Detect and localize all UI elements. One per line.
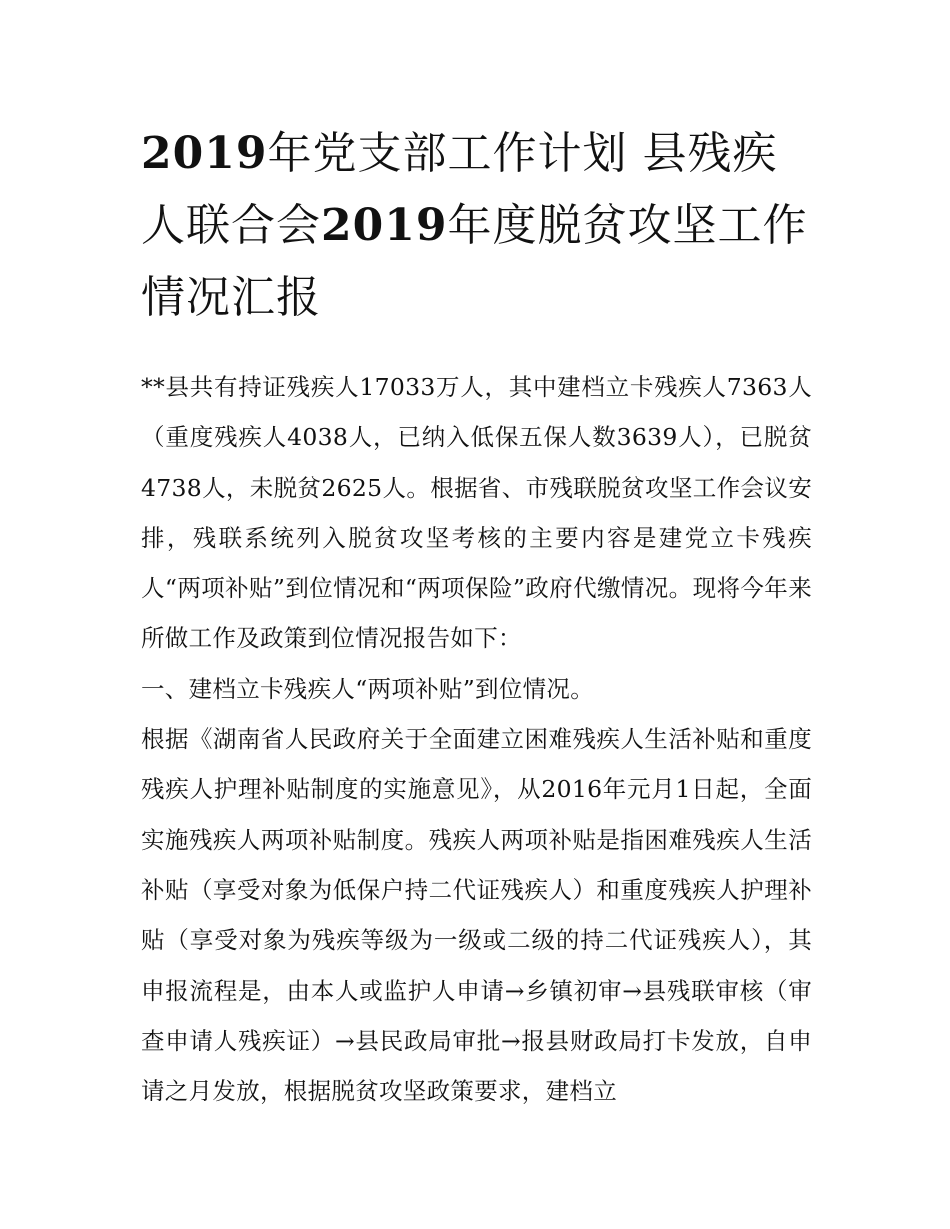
paragraph-summary: **县共有持证残疾人17033万人，其中建档立卡残疾人7363人（重度残疾人4038人，已纳入低保五保人数3639人），已脱贫4738人，未脱贫2625人。根据省、市残联脱贫攻坚工作会议安排，残联系统列入脱贫攻坚考核的主要内容是建党立卡残疾人“两项补贴”到位情况和“两项保险”政府代缴情况。现将今年来所做工作及政策到位情况报告如下： xyxy=(141,373,812,653)
paragraph-policy: 根据《湖南省人民政府关于全面建立困难残疾人生活补贴和重度残疾人护理补贴制度的实施意见》，从2016年元月1日起，全面实施残疾人两项补贴制度。残疾人两项补贴是指困难残疾人生活补贴（享受对象为低保户持二代证残疾人）和重度残疾人护理补贴（享受对象为残疾等级为一级或二级的持二代证残疾人），其申报流程是，由本人或监护人申请→乡镇初审→县残联审核（审查申请人残疾证）→县民政局审批→报县财政局打卡发放，自申请之月发放，根据脱贫攻坚政策要求，建档立 xyxy=(141,725,812,1106)
title-text-1: 年党支部工作计划 县残疾人联合会 xyxy=(141,128,778,251)
title-year-1: 2019 xyxy=(141,128,268,179)
title-year-2: 2019 xyxy=(321,200,448,251)
section-heading-1: 一、建档立卡残疾人“两项补贴”到位情况。 xyxy=(141,674,595,703)
document-title xyxy=(141,0,812,334)
document-body xyxy=(141,362,812,1116)
title-text-2: 年度脱贫攻坚工作情况汇报 xyxy=(141,200,808,323)
